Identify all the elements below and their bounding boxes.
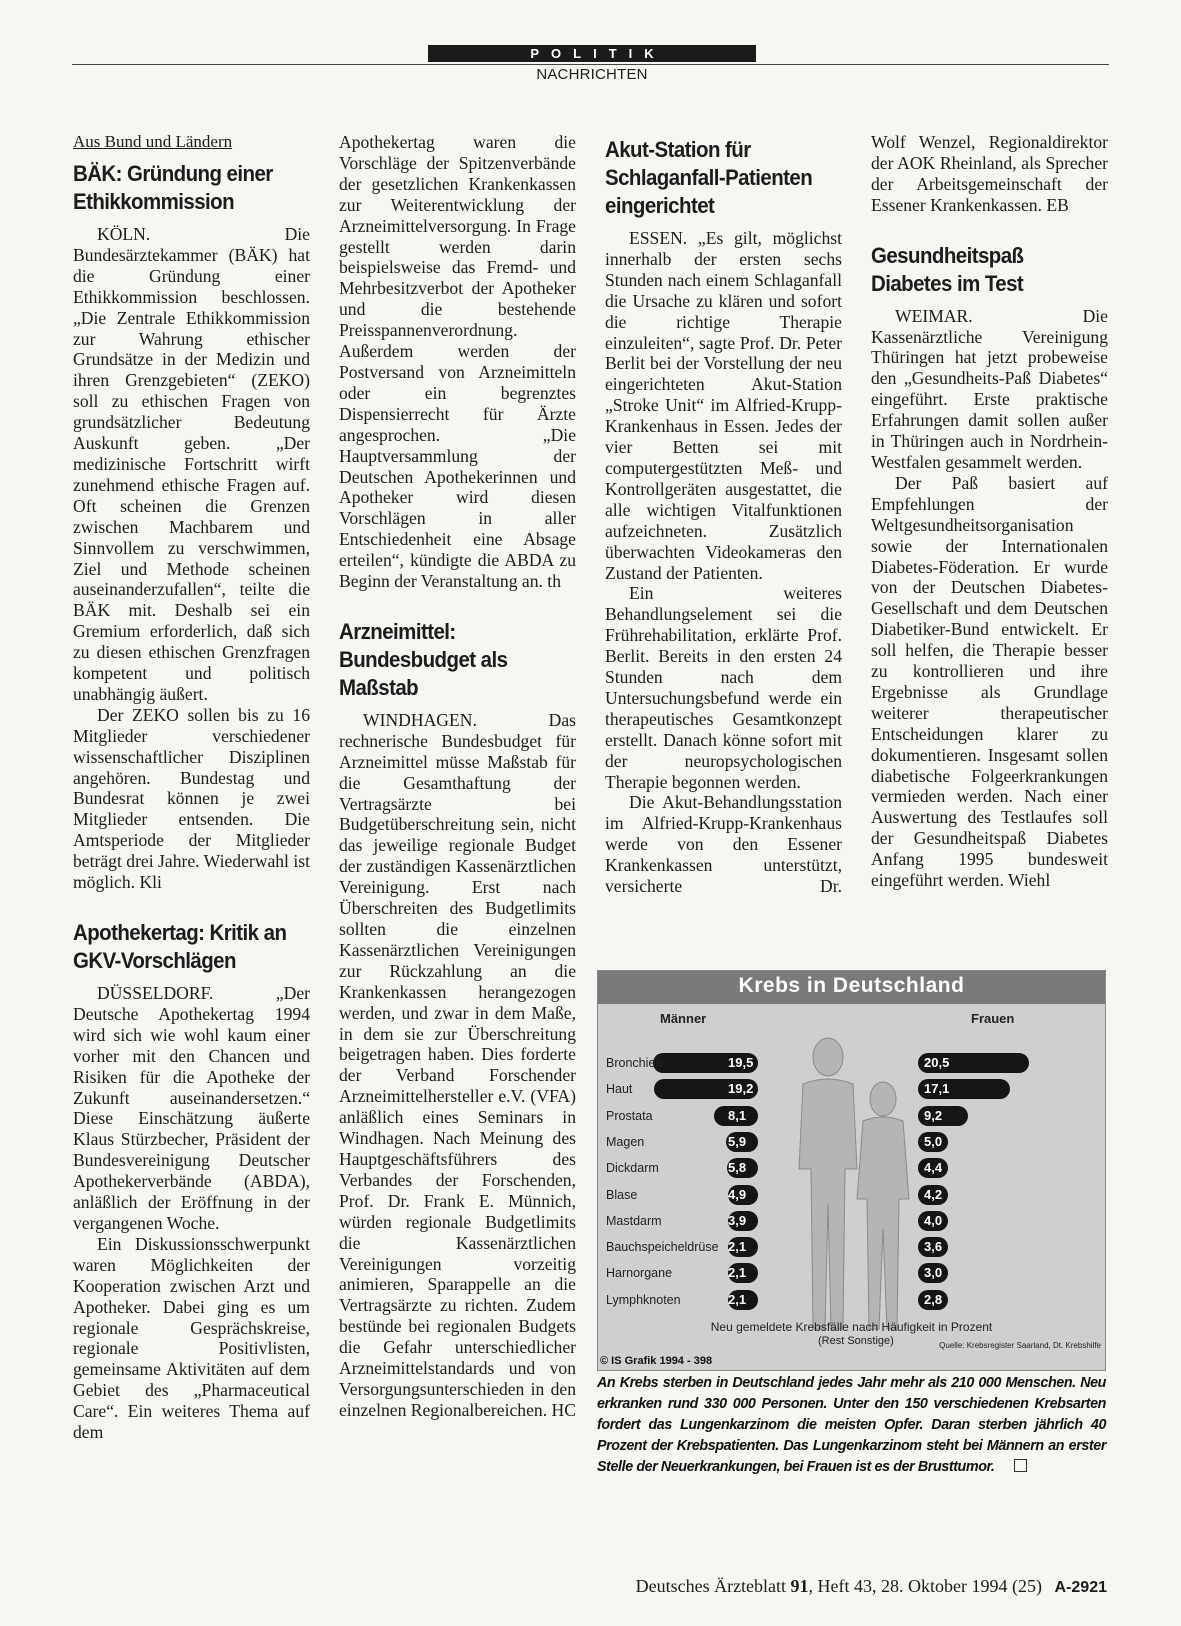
bar-value-men: 8,1 bbox=[728, 1107, 747, 1123]
bar-value-women: 5,0 bbox=[924, 1133, 943, 1149]
chart-title: Krebs in Deutschland bbox=[738, 974, 965, 997]
footer-volume: 91 bbox=[790, 1576, 809, 1596]
headline-arzneimittel: Arzneimittel: Bundesbudget als Maßstab bbox=[339, 618, 508, 700]
bar-value-women: 20,5 bbox=[924, 1055, 950, 1070]
headline-apothekertag: Apothekertag: Kritik an GKV-Vorschlägen bbox=[73, 920, 287, 973]
bar-value-men: 5,9 bbox=[728, 1133, 747, 1149]
kicker: Aus Bund und Ländern bbox=[73, 132, 233, 151]
article-paragraph: WEIMAR. Die Kassenärztliche Vereinigung Thüringen hat jetzt probeweise den „Gesundheits-Paß Diabetes“ eingeführt. Erste praktische Erfahrungen damit sollen außer in Thüringen auch in Nordrhein-Westfalen gesammelt werden. bbox=[871, 305, 1108, 472]
bar-value-women: 4,0 bbox=[924, 1212, 943, 1228]
category-label-men: Magen bbox=[606, 1134, 645, 1149]
headline-ethikkommission: BÄK: Gründung einer Ethikkommission bbox=[73, 161, 273, 214]
cancer-chart bbox=[597, 970, 1106, 1371]
column-3 bbox=[605, 132, 842, 897]
column-1 bbox=[73, 132, 310, 1443]
bar-value-women: 9,2 bbox=[924, 1107, 943, 1123]
footer-journal: Deutsches Ärzteblatt bbox=[635, 1576, 787, 1596]
page-footer bbox=[571, 1576, 1107, 1597]
bar-value-women: 3,0 bbox=[924, 1265, 943, 1281]
article-paragraph: Die Akut-Behandlungsstation im Alfried-Krupp-Krankenhaus werde von den Essener Krankenkassen unterstützt, versicherte Dr. bbox=[605, 792, 842, 897]
series-label-women: Frauen bbox=[971, 1011, 1015, 1026]
headline-gesundheitspass: Gesundheitspaß Diabetes im Test bbox=[871, 242, 1024, 296]
column-2 bbox=[339, 132, 576, 1421]
article-paragraph: ESSEN. „Es gilt, möglichst innerhalb der ersten sechs Stunden nach einem Schlaganfall die Ursache zu klären und sofort die richtige Therapie einzuleiten“, sagte Prof. Dr. Peter Berlit bei der Vorstellung der neu eingerichteten Akut-Station „Stroke Unit“ im Alfried-Krupp-Krankenhaus in Essen. Jedes der vier Betten sei mit computergestützten Meß- und Kontrollgeräten ausgestattet, die alle wichtigen Vitalfunktionen aufzeichneten. Zusätzlich überwachten Videokameras den Zustand der Patienten. bbox=[605, 228, 842, 583]
category-label-men: Mastdarm bbox=[606, 1213, 662, 1228]
end-mark-icon bbox=[1014, 1459, 1027, 1472]
chart-caption bbox=[597, 1373, 1106, 1478]
bar-value-men: 19,5 bbox=[728, 1055, 754, 1070]
category-label-men: Bauchspeicheldrüse bbox=[606, 1240, 719, 1255]
bar-value-women: 3,6 bbox=[924, 1239, 943, 1255]
headline-akut-station: Akut-Station für Schlaganfall-Patienten eingerichtet bbox=[605, 137, 813, 218]
bar-value-women: 4,4 bbox=[924, 1160, 943, 1176]
article-paragraph: Ein weiteres Behandlungselement sei die Frührehabilitation, erklärte Prof. Berlit. Bereits in den ersten 24 Stunden nach dem Untersuchungsbefund werde ein therapeutisches Gesamtkonzept erstellt. Danach könne sofort mit der neuropsychologischen Therapie begonnen werden. bbox=[605, 583, 842, 792]
series-label-men: Männer bbox=[660, 1011, 707, 1026]
footer-issue: , Heft 43, 28. Oktober 1994 (25) bbox=[808, 1576, 1043, 1596]
bar-value-men: 2,1 bbox=[728, 1265, 747, 1281]
category-label-men: Dickdarm bbox=[606, 1161, 659, 1176]
article-paragraph: DÜSSELDORF. „Der Deutsche Apothekertag 1994 wird sich wie wohl kaum einer vorher mit den Chancen und Risiken für die Apotheke der Zukunft auseinandersetzen.“ Diese Einschätzung äußerte Klaus Stürzbecher, Präsident der Bundesvereinigung Deutscher Apothekerverbände (ABDA), anläßlich der Eröffnung in der vergangenen Woche. bbox=[73, 983, 310, 1233]
bar-value-women: 4,2 bbox=[924, 1186, 943, 1202]
chart-copyright: © IS Grafik 1994 - 398 bbox=[600, 1355, 713, 1367]
bar-value-women: 17,1 bbox=[924, 1081, 950, 1097]
bar-value-men: 3,9 bbox=[728, 1212, 747, 1228]
bar-value-men: 4,9 bbox=[728, 1186, 747, 1202]
article-paragraph: KÖLN. Die Bundesärztekammer (BÄK) hat die Gründung einer Ethikkommission beschlossen. „Die Zentrale Ethikkommission zur Wahrung ethischer Grundsätze in der Medizin und ihren Grenzgebieten“ (ZEKO) soll zu ethischen Fragen von grundsätzlicher Bedeutung Auskunft geben. „Der medizinische Fortschritt wirft zunehmend ethische Fragen auf. Oft scheinen die Grenzen zwischen Machbarem und Sinnvollem zu verschwimmen, Ziel und Methode scheinen auseinanderzufallen“, teilte die BÄK mit. Deshalb sei ein Gremium erforderlich, daß sich zu diesen ethischen Grenzfragen kompetent und politisch unabhängig äußert. bbox=[73, 224, 310, 704]
body-silhouette-icon bbox=[783, 1029, 923, 1349]
chart-source: Quelle: Krebsregister Saarland, Dt. Krebshilfe bbox=[939, 1341, 1101, 1350]
article-paragraph: Der Paß basiert auf Empfehlungen der Weltgesundheitsorganisation sowie der Internationalen Diabetes-Föderation. Er wurde von der Deutschen Diabetes-Gesellschaft und dem Deutschen Diabetiker-Bund entwickelt. Er soll helfen, die Therapie besser zu kontrollieren und ihre Ergebnisse als Grundlage weiterer therapeutischer Entscheidungen klarer zu dokumentieren. Insgesamt sollen diabetische Folgeerkrankungen vermieden werden. Nach einer Auswertung des Testlaufes soll der Gesundheitspaß Diabetes Anfang 1995 bundesweit eingeführt werden. Wiehl bbox=[871, 472, 1108, 891]
chart-note: (Rest Sonstige) bbox=[818, 1335, 894, 1347]
header-rule bbox=[72, 64, 1109, 65]
column-4 bbox=[871, 132, 1108, 891]
footer-page-number: A-2921 bbox=[1054, 1579, 1107, 1596]
article-paragraph: Wolf Wenzel, Regionaldirektor der AOK Rheinland, als Sprecher der Arbeitsgemeinschaft der Essener Krankenkassen. EB bbox=[871, 132, 1108, 215]
chart-x-label: Neu gemeldete Krebsfälle nach Häufigkeit in Prozent bbox=[710, 1320, 993, 1334]
category-label-men: Lymphknoten bbox=[606, 1292, 681, 1307]
bar-value-men: 2,1 bbox=[728, 1239, 747, 1255]
bar-value-men: 19,2 bbox=[728, 1081, 754, 1097]
section-label: POLITIK bbox=[428, 45, 756, 62]
bar-value-men: 5,8 bbox=[728, 1160, 747, 1176]
article-paragraph: WINDHAGEN. Das rechnerische Bundesbudget für Arzneimittel müsse Maßstab für die Gesamthaftung der Vertragsärzte bei Budgetüberschreitung sein, nicht das jeweilige regionale Budget der zuständigen Kassenärztlichen Vereinigung. Erst nach Überschreiten des Budgetlimits sollten die einzelnen Kassenärztlichen Vereinigungen zur Rückzahlung an die Krankenkassen herangezogen werden, und zwar in dem Maße, in dem sie zur Überschreitung beigetragen haben. Dies forderte der Verband Forschender Arzneimittelhersteller e.V. (VFA) anläßlich eines Seminars in Windhagen. Nach Meinung des Hauptgeschäftsführers des Verbandes der Forschenden, Prof. Dr. Frank E. Münnich, würden regionale Budgetlimits die Kassenärztlichen Vereinigungen vorzeitig animieren, Sparappelle an die Vertragsärzte zu richten. Zudem bestünde bei regionalen Budgets die Gefahr unterschiedlicher Arzneimittelstandards und von Versorgungsunterschieden in den einzelnen Regionalbereichen. HC bbox=[339, 709, 576, 1420]
subsection-label: NACHRICHTEN bbox=[536, 66, 648, 83]
bar-value-men: 2,1 bbox=[728, 1291, 747, 1307]
caption-text: An Krebs sterben in Deutschland jedes Jahr mehr als 210 000 Menschen. Neu erkranken rund 330 000 Personen. Unter den 150 verschiedenen Krebsarten fordert das Lungenkarzinom die meisten Opfer. Daran sterben jährlich 40 Prozent der Krebspatienten. Das Lungenkarzinom steht bei Männern an erster Stelle der Neuerkrankungen, bei Frauen ist es der Brusttumor. bbox=[597, 1375, 1106, 1475]
article-paragraph: Ein Diskussionsschwerpunkt waren Möglichkeiten der Kooperation zwischen Arzt und Apotheker. Dabei ging es um regionale Gesprächskreise, regionale Positivlisten, gemeinsame Aktivitäten auf dem Gebiet des „Pharmaceutical Care“. Ein weiteres Thema auf dem bbox=[73, 1233, 310, 1443]
category-label-men: Blase bbox=[606, 1187, 638, 1202]
category-label-men: Bronchien bbox=[606, 1056, 663, 1070]
category-label-men: Harnorgane bbox=[606, 1266, 673, 1281]
article-paragraph: Der ZEKO sollen bis zu 16 Mitglieder verschiedener wissenschaftlicher Disziplinen angehören. Bundestag und Bundesrat können je zwei Mitglieder entsenden. Die Amtsperiode der Mitglieder beträgt drei Jahre. Wiederwahl ist möglich. Kli bbox=[73, 704, 310, 893]
article-paragraph: Apothekertag waren die Vorschläge der Spitzenverbände der gesetzlichen Krankenkassen zur Weiterentwicklung der Arzneimittelversorgung. In Frage gestellt werden darin beispielsweise das Fremd- und Mehrbesitzverbot der Apotheker und die bestehende Preisspannenverordnung. Außerdem werden der Postversand von Arzneimitteln oder ein begrenztes Dispensierrecht für Ärzte angesprochen. „Die Hauptversammlung der Deutschen Apothekerinnen und Apotheker wird diesen Vorschlägen in aller Entschiedenheit eine Absage erteilen“, kündigte die ABDA zu Beginn der Veranstaltung an. th bbox=[339, 132, 576, 592]
bar-value-women: 2,8 bbox=[924, 1291, 943, 1307]
category-label-men: Haut bbox=[606, 1082, 633, 1097]
category-label-men: Prostata bbox=[606, 1108, 653, 1123]
